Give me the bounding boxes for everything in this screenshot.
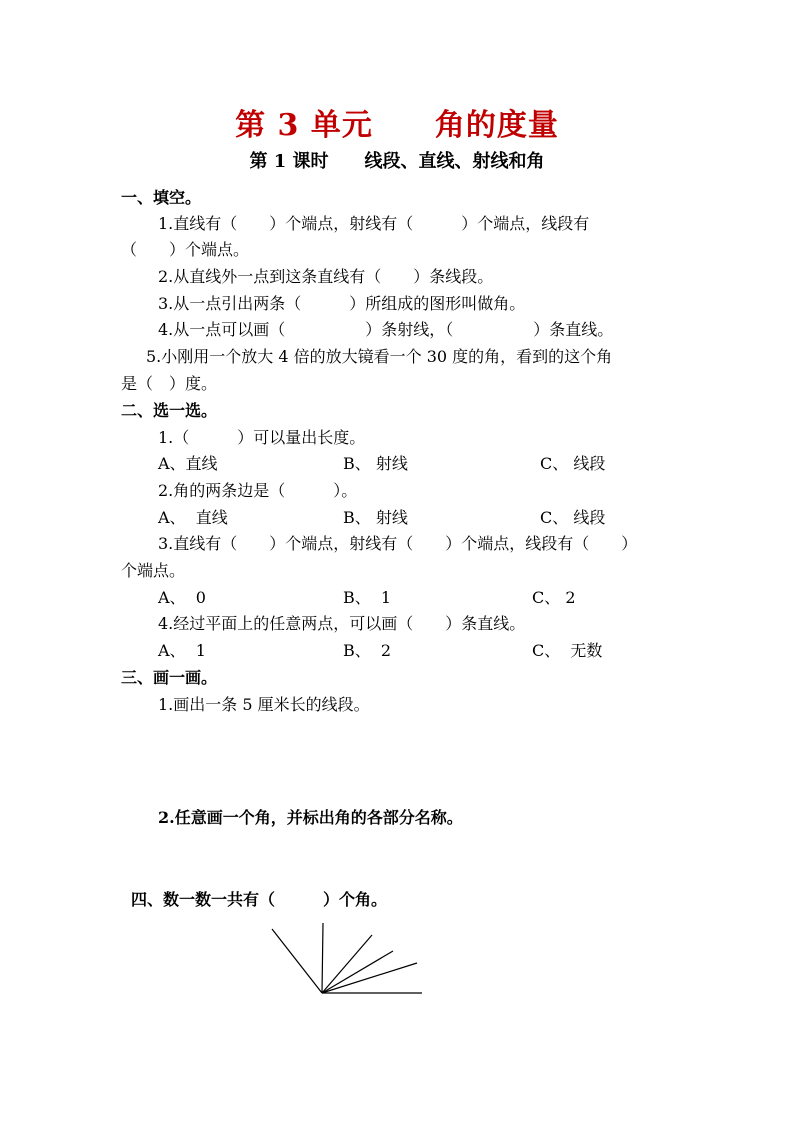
choose-q4-option-c: C、 无数 — [532, 641, 603, 660]
choose-q1-option-b: B、 射线 — [343, 454, 408, 473]
ray-1 — [272, 929, 322, 993]
section-count-heading: 四、数一数一共有（ ）个角。 — [131, 890, 388, 909]
choose-q2-option-a: A、 直线 — [158, 508, 228, 527]
ray-2 — [322, 923, 323, 993]
draw-question-1: 1.画出一条 5 厘米长的线段。 — [158, 695, 370, 714]
choose-q3-option-b: B、 1 — [343, 588, 392, 607]
choose-q3-option-c: C、 2 — [532, 588, 576, 607]
ray-4 — [322, 951, 393, 993]
choose-q4-option-a: A、 1 — [158, 641, 206, 660]
choose-q2-option-b: B、 射线 — [343, 508, 408, 527]
choose-question-2: 2.角的两条边是（ ）。 — [158, 481, 358, 500]
fill-question-1-cont: （ ）个端点。 — [121, 240, 250, 259]
ray-5 — [322, 963, 417, 993]
choose-q1-option-c: C、 线段 — [540, 454, 606, 473]
fill-question-2: 2.从直线外一点到这条直线有（ ）条线段。 — [158, 267, 494, 286]
fill-question-4: 4.从一点可以画（ ）条射线，（ ）条直线。 — [158, 320, 614, 339]
section-draw-heading: 三、画一画。 — [121, 668, 218, 687]
choose-q3-option-a: A、 0 — [158, 588, 206, 607]
choose-question-3-cont: 个端点。 — [121, 561, 186, 580]
choose-question-1: 1.（ ）可以量出长度。 — [158, 428, 366, 447]
section-fill-heading: 一、填空。 — [121, 188, 202, 207]
draw-question-2: 2.任意画一个角，并标出角的各部分名称。 — [158, 808, 463, 827]
fill-question-1: 1.直线有（ ）个端点，射线有（ ）个端点，线段有 — [158, 214, 590, 233]
choose-q2-option-c: C、 线段 — [540, 508, 606, 527]
fill-question-3: 3.从一点引出两条（ ）所组成的图形叫做角。 — [158, 294, 526, 313]
choose-question-4: 4.经过平面上的任意两点，可以画（ ）条直线。 — [158, 614, 526, 633]
section-choose-heading: 二、选一选。 — [121, 401, 218, 420]
angle-rays-figure — [260, 915, 430, 1005]
ray-3 — [322, 935, 372, 993]
choose-question-3: 3.直线有（ ）个端点，射线有（ ）个端点，线段有（ ） — [158, 534, 638, 553]
choose-q1-option-a: A、直线 — [158, 454, 218, 473]
choose-q4-option-b: B、 2 — [343, 641, 392, 660]
fill-question-5-cont: 是（ ）度。 — [121, 374, 218, 393]
fill-question-5: 5.小刚用一个放大 4 倍的放大镜看一个 30 度的角，看到的这个角 — [146, 347, 613, 366]
page-subtitle: 第 1 课时 线段、直线、射线和角 — [249, 151, 545, 172]
page-title: 第 3 单元 角的度量 — [235, 108, 559, 143]
